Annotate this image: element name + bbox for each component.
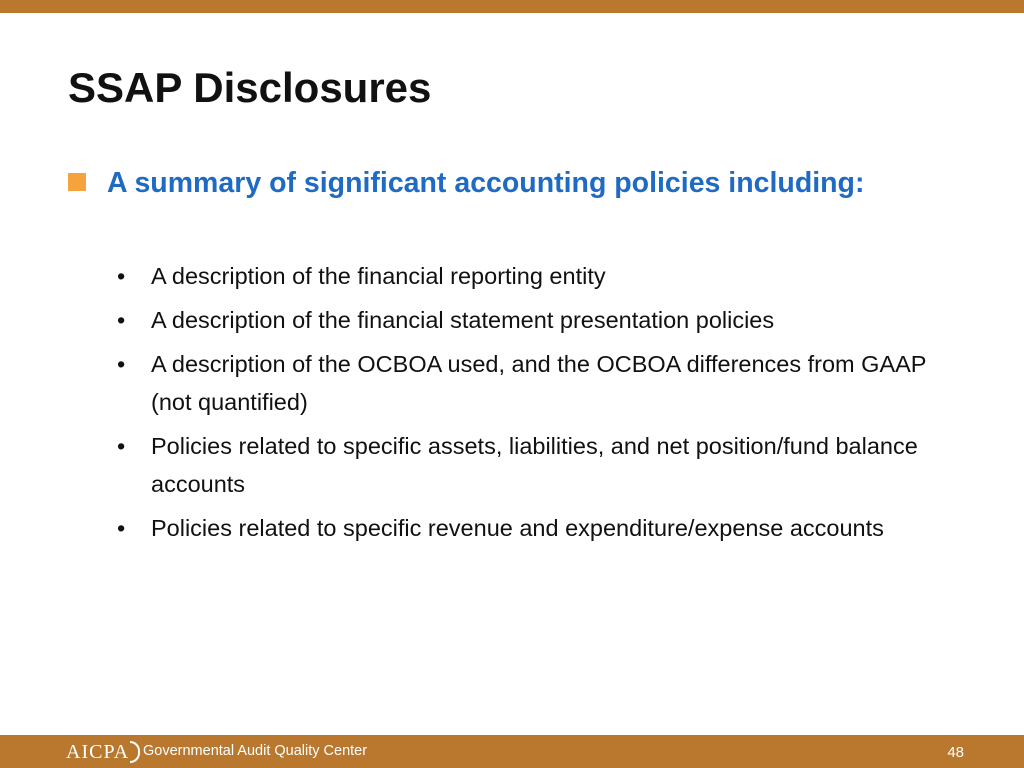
sub-bullet-item [116, 427, 946, 503]
logo-text: AICPA [66, 740, 130, 763]
sub-bullet-text: Policies related to specific assets, liabilities, and net position/fund balance accounts [151, 433, 918, 497]
sub-bullet-text: A description of the financial statement presentation policies [151, 307, 775, 333]
sub-bullet-item [116, 509, 946, 547]
sub-bullet-text: A description of the financial reporting entity [151, 263, 606, 289]
slide-title: SSAP Disclosures [68, 64, 432, 111]
bullet-dot-icon: • [117, 351, 126, 377]
sub-bullet-list [116, 257, 946, 553]
aicpa-logo [66, 740, 140, 764]
main-bullet-text: A summary of significant accounting policies including: [107, 167, 865, 199]
sub-bullet-text: Policies related to specific revenue and expenditure/expense accounts [151, 515, 884, 541]
sub-bullet-text: A description of the OCBOA used, and the OCBOA differences from GAAP (not quantified) [151, 351, 927, 415]
footer-org-name: Governmental Audit Quality Center [143, 743, 368, 759]
bullet-dot-icon: • [117, 515, 126, 541]
bullet-dot-icon: • [117, 307, 126, 333]
sub-bullet-item [116, 257, 946, 295]
sub-bullet-item [116, 345, 946, 421]
logo-swoosh-icon [130, 741, 140, 763]
bullet-dot-icon: • [117, 263, 126, 289]
square-bullet-icon [68, 173, 86, 191]
sub-bullet-item [116, 301, 946, 339]
top-accent-bar [0, 0, 1024, 13]
bullet-dot-icon: • [117, 433, 126, 459]
page-number: 48 [947, 744, 964, 761]
